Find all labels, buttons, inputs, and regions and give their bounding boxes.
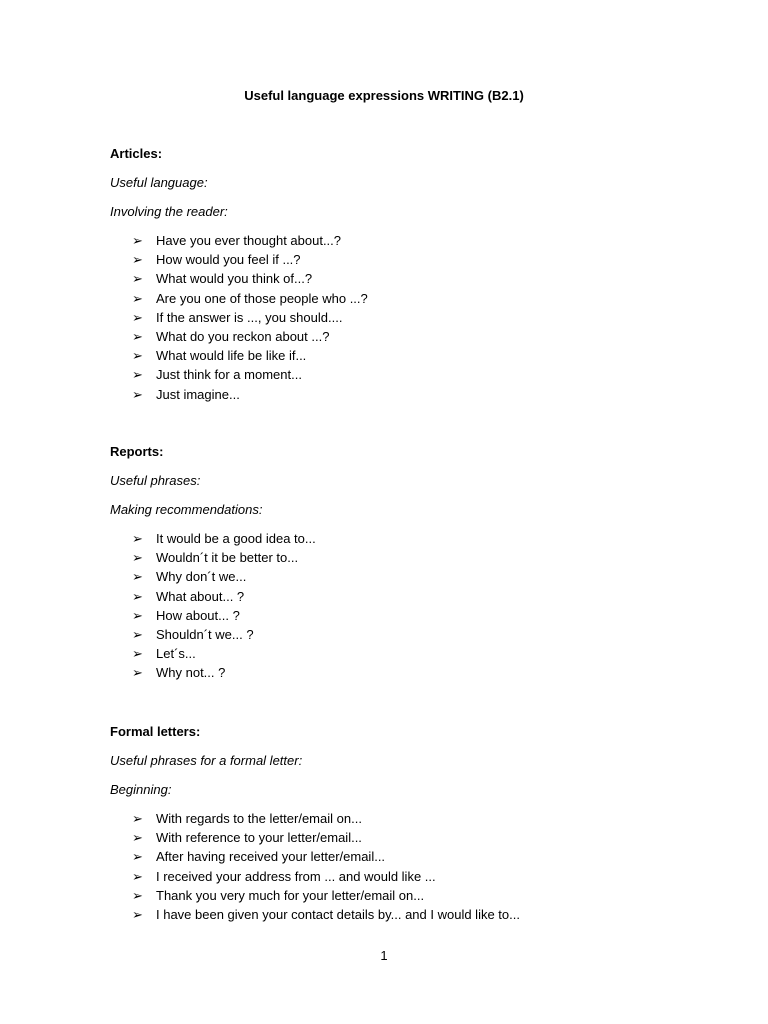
list-item bbox=[110, 310, 710, 329]
section-formal-letters bbox=[110, 724, 710, 926]
arrow-bullet-icon: ➢ bbox=[132, 906, 143, 922]
list-item-text: Have you ever thought about...? bbox=[156, 233, 342, 248]
list-item-text: It would be a good idea to... bbox=[156, 531, 316, 546]
list-item bbox=[110, 367, 710, 386]
list-item bbox=[110, 387, 710, 406]
list-item-text: What do you reckon about ...? bbox=[156, 328, 330, 344]
list-item-text: Shouldn´t we... ? bbox=[156, 626, 254, 642]
list-item bbox=[110, 907, 710, 926]
list-item bbox=[110, 665, 710, 684]
section-heading: Formal letters: bbox=[110, 724, 201, 739]
list-item bbox=[110, 569, 710, 588]
list-item bbox=[110, 329, 710, 348]
list-item bbox=[110, 869, 710, 888]
list-item bbox=[110, 589, 710, 608]
arrow-bullet-icon: ➢ bbox=[132, 588, 143, 604]
list-item bbox=[110, 646, 710, 665]
list-item-text: What would you think of...? bbox=[156, 271, 313, 287]
arrow-bullet-icon: ➢ bbox=[132, 830, 143, 846]
list-item-text: Let´s... bbox=[156, 646, 196, 662]
list-item-text: With reference to your letter/email... bbox=[156, 830, 362, 846]
list-item-text: How would you feel if ...? bbox=[156, 252, 301, 268]
section-category: Involving the reader: bbox=[110, 204, 228, 219]
list-item bbox=[110, 888, 710, 907]
list-item bbox=[110, 291, 710, 310]
arrow-bullet-icon: ➢ bbox=[132, 233, 143, 248]
list-item-text: Just imagine... bbox=[156, 386, 240, 402]
expression-list bbox=[110, 531, 710, 685]
section-reports bbox=[110, 444, 710, 685]
list-item bbox=[110, 531, 710, 550]
arrow-bullet-icon: ➢ bbox=[132, 531, 143, 546]
list-item-text: After having received your letter/email... bbox=[156, 849, 386, 865]
list-item-text: Thank you very much for your letter/email on... bbox=[156, 887, 425, 903]
list-item bbox=[110, 811, 710, 830]
arrow-bullet-icon: ➢ bbox=[132, 386, 143, 402]
list-item bbox=[110, 271, 710, 290]
expression-list bbox=[110, 811, 710, 926]
arrow-bullet-icon: ➢ bbox=[132, 569, 143, 585]
arrow-bullet-icon: ➢ bbox=[132, 309, 143, 325]
list-item bbox=[110, 627, 710, 646]
list-item-text: I have been given your contact details by... and I would like to... bbox=[156, 906, 520, 922]
arrow-bullet-icon: ➢ bbox=[132, 607, 143, 623]
list-item bbox=[110, 252, 710, 271]
arrow-bullet-icon: ➢ bbox=[132, 550, 143, 566]
arrow-bullet-icon: ➢ bbox=[132, 367, 143, 383]
arrow-bullet-icon: ➢ bbox=[132, 887, 143, 903]
arrow-bullet-icon: ➢ bbox=[132, 348, 143, 364]
list-item bbox=[110, 830, 710, 849]
list-item-text: I received your address from ... and would like ... bbox=[156, 868, 436, 884]
list-item-text: How about... ? bbox=[156, 607, 240, 623]
section-subheading: Useful phrases for a formal letter: bbox=[110, 753, 303, 768]
expression-list bbox=[110, 233, 710, 406]
list-item bbox=[110, 348, 710, 367]
arrow-bullet-icon: ➢ bbox=[132, 811, 143, 826]
document-title: Useful language expressions WRITING (B2.1) bbox=[244, 88, 524, 103]
list-item-text: If the answer is ..., you should.... bbox=[156, 309, 343, 325]
section-category: Making recommendations: bbox=[110, 502, 263, 517]
page-number: 1 bbox=[380, 948, 388, 963]
list-item-text: Wouldn´t it be better to... bbox=[156, 550, 299, 566]
list-item-text: With regards to the letter/email on... bbox=[156, 811, 362, 826]
list-item bbox=[110, 550, 710, 569]
arrow-bullet-icon: ➢ bbox=[132, 328, 143, 344]
list-item-text: What would life be like if... bbox=[156, 348, 307, 364]
arrow-bullet-icon: ➢ bbox=[132, 252, 143, 268]
list-item-text: Just think for a moment... bbox=[156, 367, 302, 383]
arrow-bullet-icon: ➢ bbox=[132, 849, 143, 865]
section-category: Beginning: bbox=[110, 782, 172, 797]
section-articles bbox=[110, 146, 710, 406]
arrow-bullet-icon: ➢ bbox=[132, 665, 143, 681]
list-item bbox=[110, 849, 710, 868]
section-heading: Articles: bbox=[110, 146, 163, 161]
section-heading: Reports: bbox=[110, 444, 164, 459]
list-item bbox=[110, 608, 710, 627]
list-item-text: What about... ? bbox=[156, 588, 245, 604]
section-subheading: Useful phrases: bbox=[110, 473, 201, 488]
section-subheading: Useful language: bbox=[110, 175, 208, 190]
arrow-bullet-icon: ➢ bbox=[132, 290, 143, 306]
arrow-bullet-icon: ➢ bbox=[132, 868, 143, 884]
arrow-bullet-icon: ➢ bbox=[132, 271, 143, 287]
list-item-text: Why don´t we... bbox=[156, 569, 247, 585]
list-item-text: Why not... ? bbox=[156, 665, 226, 681]
arrow-bullet-icon: ➢ bbox=[132, 646, 143, 662]
arrow-bullet-icon: ➢ bbox=[132, 626, 143, 642]
list-item-text: Are you one of those people who ...? bbox=[156, 290, 368, 306]
list-item bbox=[110, 233, 710, 252]
